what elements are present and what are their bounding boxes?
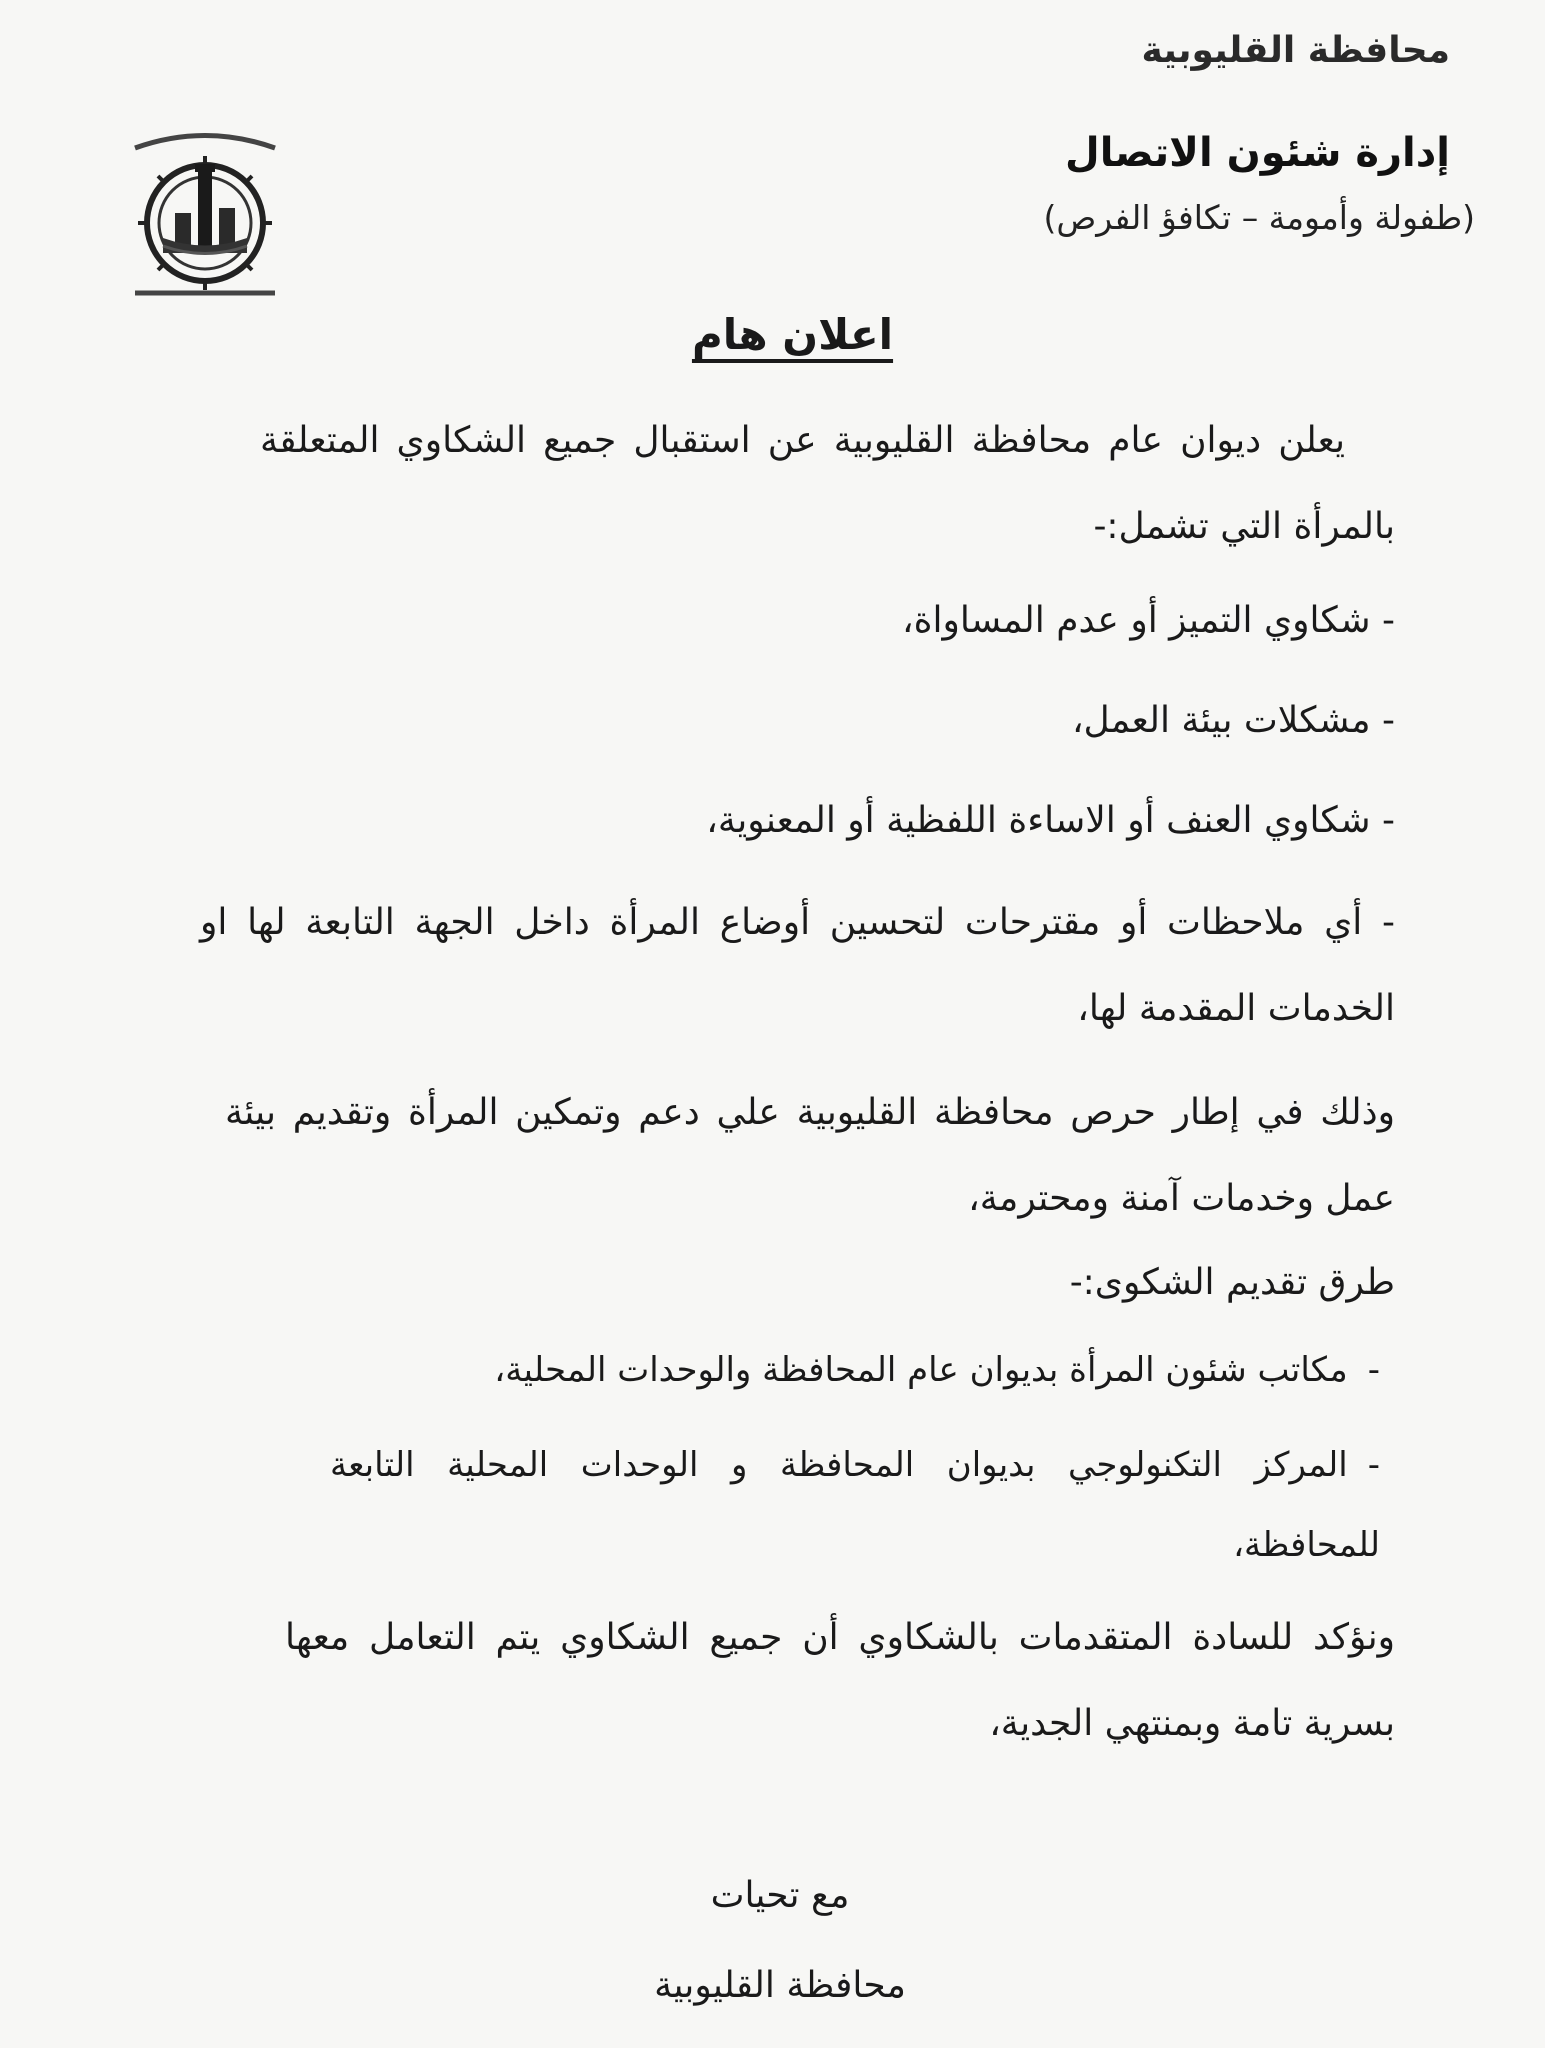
list-dash: -: [1367, 1445, 1380, 1485]
context-paragraph: وذلك في إطار حرص محافظة القليوبية علي دعم وتمكين المرأة وتقديم بيئة عمل وخدمات آمنة ومحترمة،: [225, 1092, 1395, 1219]
closing-greeting: مع تحيات: [710, 1875, 850, 1916]
header-subtitle: (طفولة وأمومة – تكافؤ الفرص): [1043, 198, 1475, 237]
method-item: [494, 1350, 1380, 1390]
intro-paragraph: يعلن ديوان عام محافظة القليوبية عن استقبال جميع الشكاوي المتعلقة بالمرأة التي تشمل:-: [260, 420, 1395, 547]
header-department: إدارة شئون الاتصال: [1065, 130, 1450, 176]
complaint-type-item: - أي ملاحظات أو مقترحات لتحسين أوضاع المرأة داخل الجهة التابعة لها او الخدمات المقدمة لها،: [200, 902, 1395, 1029]
list-dash: -: [1367, 1350, 1380, 1390]
complaint-type-item: - مشكلات بيئة العمل،: [1071, 700, 1395, 741]
header-governorate: محافظة القليوبية: [1141, 30, 1450, 71]
governorate-seal-icon: [125, 128, 285, 303]
methods-title: طرق تقديم الشكوى:-: [1069, 1262, 1395, 1303]
announcement-title: اعلان هام: [691, 310, 894, 359]
method-item: [330, 1425, 1380, 1585]
complaint-type-item: - شكاوي العنف أو الاساءة اللفظية أو المعنوية،: [706, 800, 1395, 841]
complaint-type-item: - شكاوي التميز أو عدم المساواة،: [902, 600, 1395, 641]
method-text: مكاتب شئون المرأة بديوان عام المحافظة والوحدات المحلية،: [494, 1350, 1348, 1390]
method-text: المركز التكنولوجي بديوان المحافظة و الوحدات المحلية التابعة للمحافظة،: [330, 1445, 1380, 1565]
closing-signature: محافظة القليوبية: [654, 1965, 906, 2006]
assurance-paragraph: ونؤكد للسادة المتقدمات بالشكاوي أن جميع الشكاوي يتم التعامل معها بسرية تامة وبمنتهي الجدية،: [285, 1617, 1395, 1744]
